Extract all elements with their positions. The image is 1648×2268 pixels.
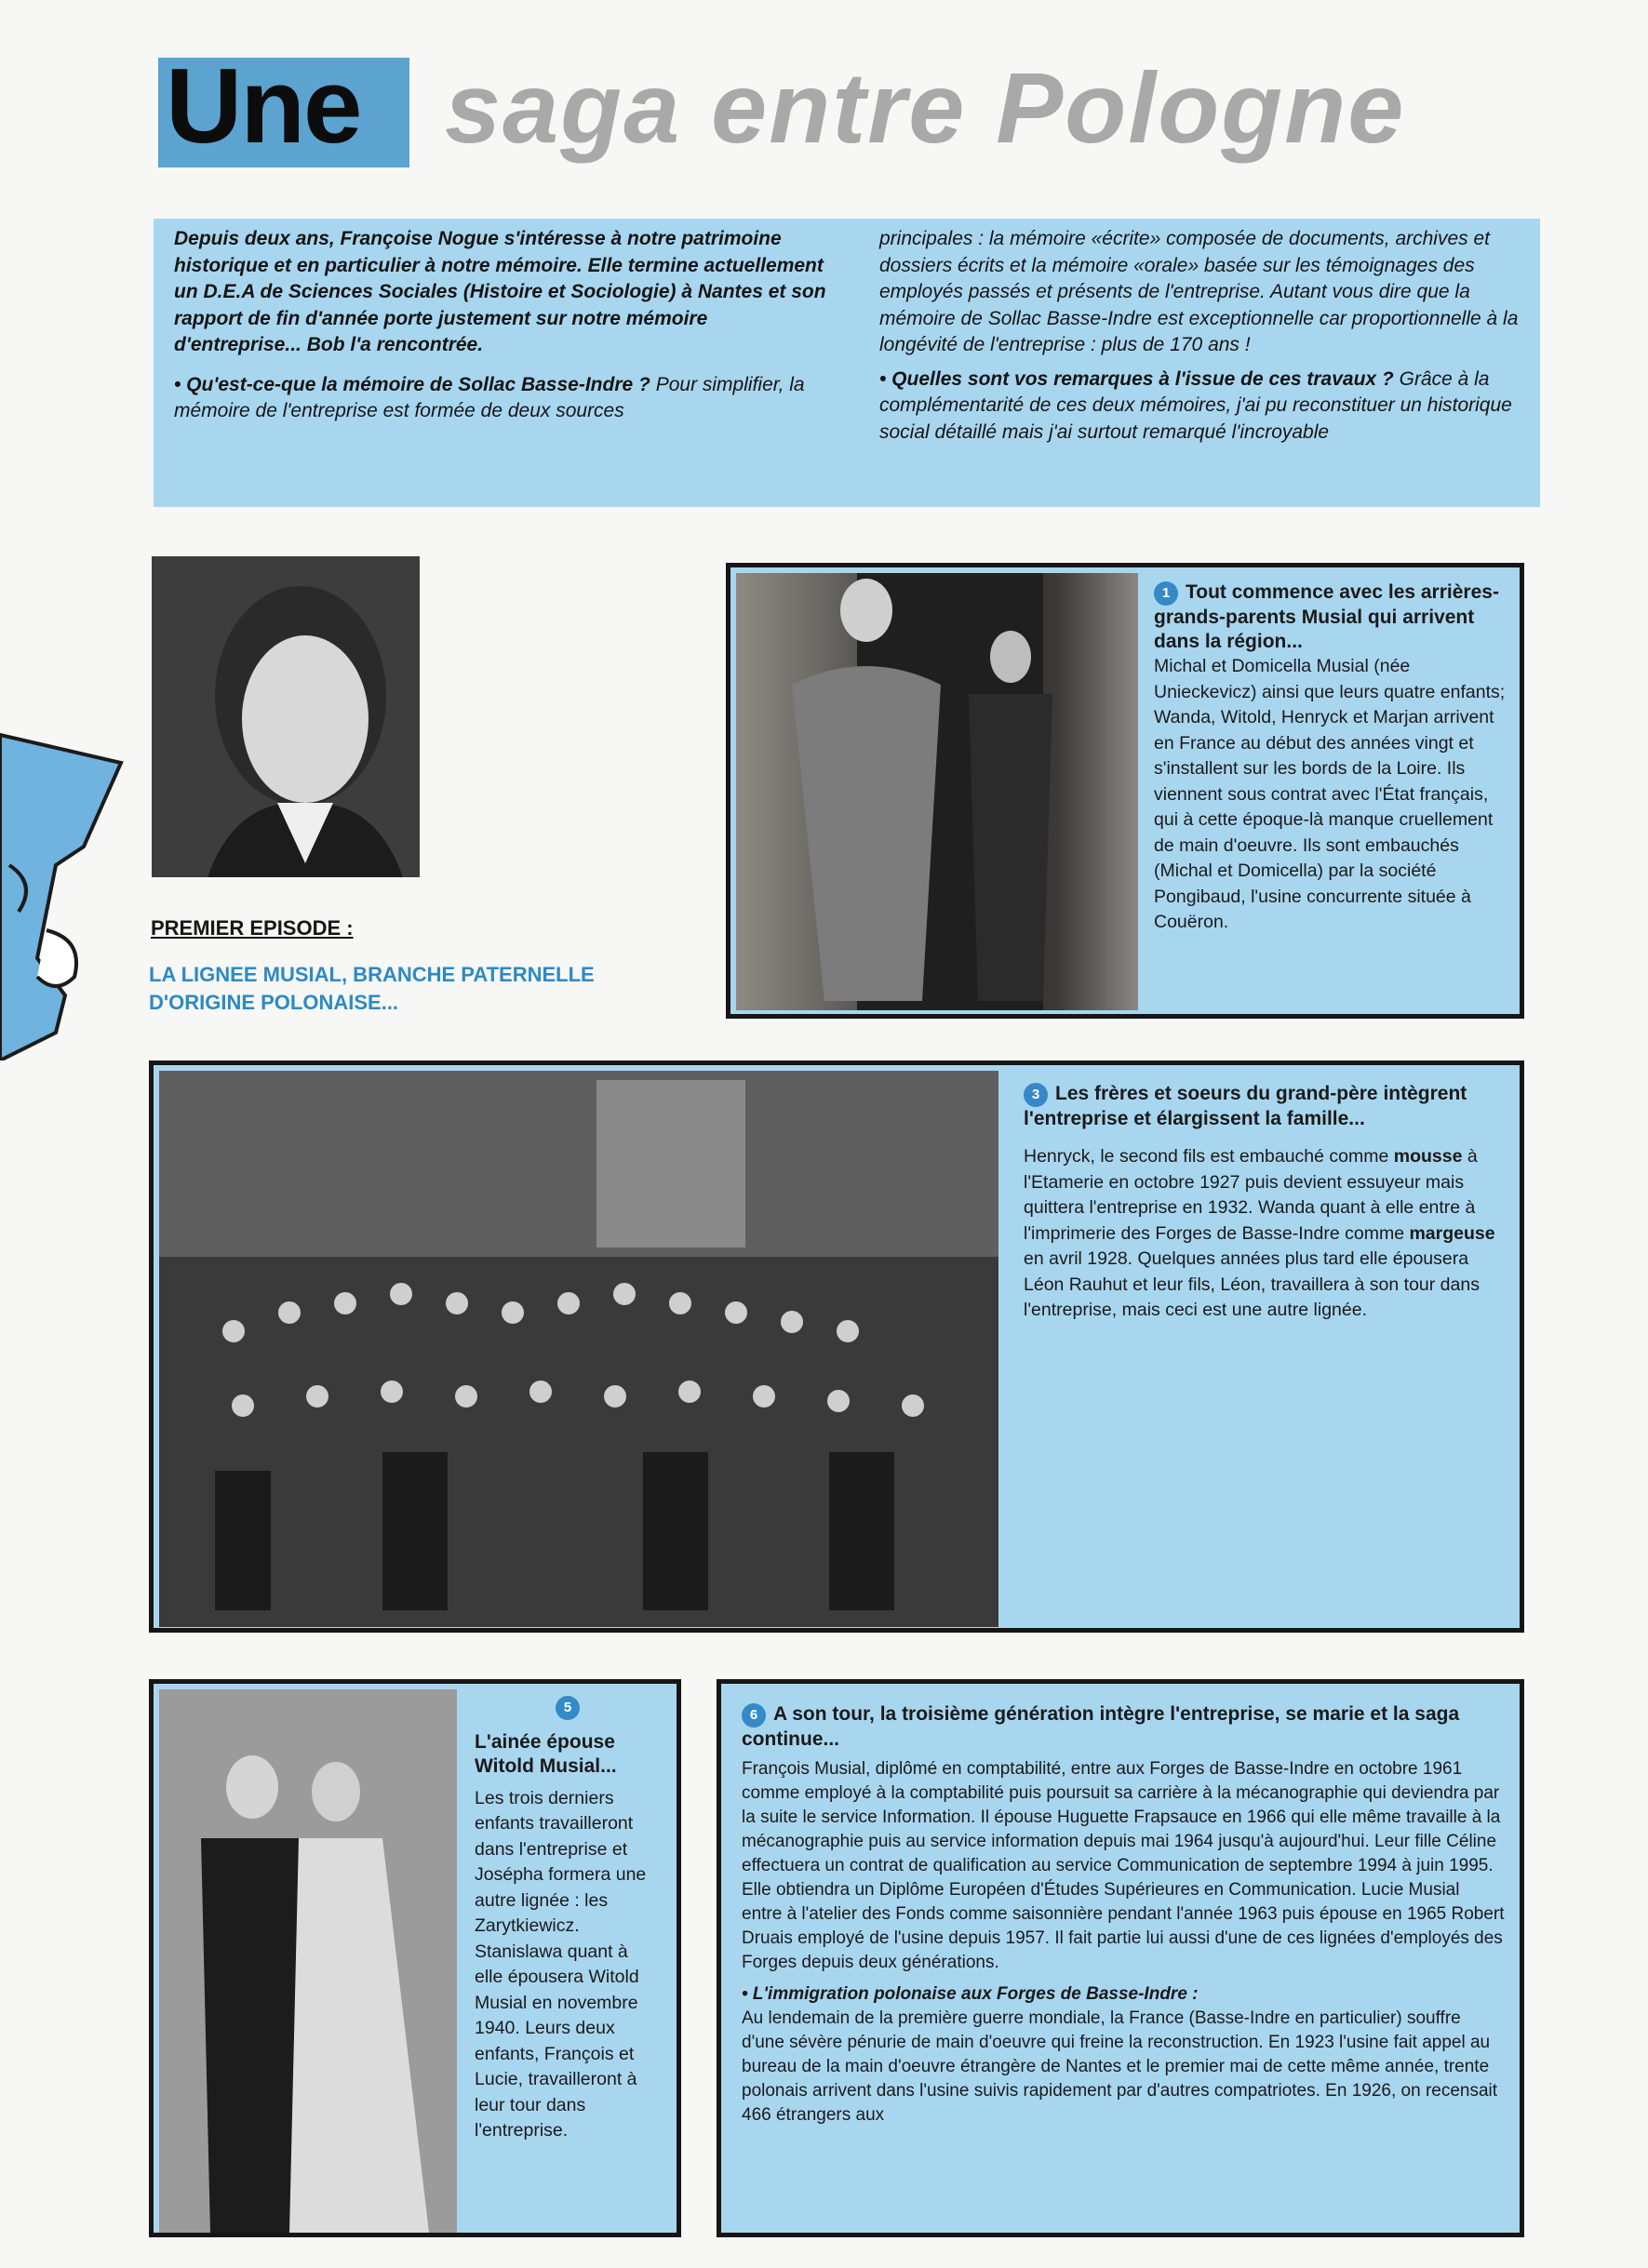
story-panel-1 — [726, 563, 1524, 1019]
panel-5-badge-row — [475, 1695, 661, 1721]
panel-6-text — [742, 1702, 1505, 2128]
intro-left-column — [174, 226, 835, 425]
intro-answer-1-cont: principales : la mémoire «écrite» composée de documents, archives et dossiers écrits et la mémoire «orale» basée sur les témoignages des employés passés et présents de l'entreprise. Autant vous dire que la mémoire de Sollac Basse-Indre est exceptionnelle car proportionnelle à la longévité de l'entreprise : plus de 170 ans ! — [879, 228, 1519, 355]
panel-6-subheading: • L'immigration polonaise aux Forges de Basse-Indre : — [742, 1984, 1199, 2004]
panel-3-body-part-1: Henryck, le second fils est embauché comme — [1024, 1146, 1394, 1167]
portrait-figure — [152, 556, 420, 877]
intro-lead: Depuis deux ans, Françoise Nogue s'intéresse à notre patrimoine historique et en particulier à notre mémoire. Elle termine actuellement un D.E.A de Sciences Sociales (Histoire et Sociologie) à Nantes et son rapport de fin d'année porte justement sur notre mémoire d'entreprise... Bob l'a rencontrée. — [174, 228, 826, 355]
panel-1-body: Michal et Domicella Musial (née Unieckevicz) ainsi que leurs quatre enfants; Wanda, Witold, Henryck et Marjan arrivent en France au début des années vingt et s'installent sur les bords de la Loire. Ils viennent sous contrat avec l'État français, qui à cette époque-là manque cruellement de main d'oeuvre. Ils sont embauchés (Michal et Domicella) par la société Pongibaud, l'usine concurrente située à Couëron. — [1154, 656, 1506, 932]
intro-right-column — [879, 226, 1540, 446]
story-panel-6 — [717, 1679, 1524, 2237]
panel-5-text — [475, 1695, 661, 2144]
panel-3-body — [1024, 1144, 1503, 1324]
panel-1-heading-text: Tout commence avec les arrières-grands-parents Musial qui arrivent dans la région... — [1154, 581, 1499, 652]
couple-doorway-figure — [736, 573, 1138, 1010]
couple-doorway-photo — [736, 573, 1138, 1010]
panel-3-bold-margeuse: margeuse — [1409, 1222, 1495, 1244]
page-title: saga entre Pologne — [445, 51, 1406, 164]
panel-5-heading: L'ainée épouse Witold Musial... — [475, 1730, 617, 1777]
panel-3-heading-text: Les frères et soeurs du grand-père intègrent l'entreprise et élargissent la famille... — [1024, 1083, 1467, 1129]
intro-q2-paragraph — [879, 367, 1540, 447]
episode-label: PREMIER EPISODE : — [151, 916, 354, 940]
group-photo — [159, 1071, 998, 1627]
portrait-photo — [152, 556, 420, 877]
panel-3-bold-mousse: mousse — [1393, 1146, 1463, 1167]
episode-subtitle: LA LIGNEE MUSIAL, BRANCHE PATERNELLE D'ORIGINE POLONAISE... — [149, 963, 595, 1014]
panel-6-heading — [742, 1702, 1505, 1752]
number-badge-1: 1 — [1154, 581, 1178, 606]
panel-6-subbody: Au lendemain de la première guerre mondiale, la France (Basse-Indre en particulier) souffre d'une sévère pénurie de main d'oeuvre qui freine la reconstruction. En 1923 l'usine fait appel au bureau de la main d'oeuvre étrangère de Nantes et le premier mai de cette même année, trente polonais arrivent dans l'usine suivis rapidement par d'autres compatriotes. En 1926, on recensait 466 étrangers aux — [742, 2008, 1498, 2125]
intro-box — [154, 219, 1540, 507]
number-badge-6: 6 — [742, 1703, 766, 1728]
wedding-photo — [159, 1689, 457, 2233]
number-badge-3: 3 — [1024, 1083, 1048, 1107]
mascot-illustration — [0, 726, 140, 1061]
panel-5-body: Les trois derniers enfants travailleront dans l'entreprise et Joséphа formera une autre lignée : les Zarytkiewicz. Stanislawa quant à elle épousera Witold Musial en novembre 1940. Leurs deux enfants, François et Lucie, travailleront à leur tour dans l'entreprise. — [475, 1787, 647, 2141]
panel-3-text — [1024, 1082, 1503, 1324]
intro-q1-paragraph — [174, 372, 835, 425]
panel-1-text — [1154, 580, 1512, 936]
story-panel-5 — [149, 1679, 681, 2237]
panel-6-body: François Musial, diplômé en comptabilité, entre aux Forges de Basse-Indre en octobre 1961 comme employé à la comptabilité puis poursuit sa carrière à la mécanographie qui deviendra par la suite le service Information. Il épouse Huguette Frapsauce en 1966 qui elle même travaille à la mécanographie puis au service information depuis mai 1964 jusqu'à aujourd'hui. Leur fille Céline effectuera un contrat de qualification au service Communication de septembre 1994 à juin 1995. Elle obtiendra un Diplôme Européen d'Études Supérieures en Communication. Lucie Musial entre à l'atelier des Fonds comme saisonnière pendant l'année 1963 puis épouse en 1965 Robert Druais employé de l'usine depuis 1957. Il fait partie lui aussi d'une de ces lignées d'employés des Forges depuis deux générations. — [742, 1759, 1505, 1972]
wedding-photo-figure — [159, 1689, 457, 2233]
intro-answer-2: Grâce à la complémentarité de ces deux mémoires, j'ai pu reconstituer un historique social détaillé mais j'ai surtout remarqué l'incroyable — [879, 367, 1512, 443]
panel-6-heading-text: A son tour, la troisième génération intègre l'entreprise, se marie et la saga continue... — [742, 1703, 1460, 1750]
panel-3-body-part-3: en avril 1928. Quelques années plus tard elle épousera Léon Rauhut et leur fils, Léon, travaillera à son tour dans l'entreprise, mais ceci est une autre lignée. — [1024, 1248, 1480, 1320]
panel-1-heading — [1154, 580, 1512, 654]
intro-question-1: • Qu'est-ce-que la mémoire de Sollac Basse-Indre ? — [174, 373, 650, 395]
number-badge-5: 5 — [556, 1696, 580, 1720]
panel-3-heading — [1024, 1082, 1503, 1131]
intro-question-2: • Quelles sont vos remarques à l'issue de ces travaux ? — [879, 367, 1394, 390]
group-photo-figure — [159, 1071, 998, 1627]
panel-3-body-part-2: à l'Etamerie en octobre 1927 puis devient essuyeur mais quittera l'entreprise en 1932. Wanda quant à elle entre à l'imprimerie des Forges de Basse-Indre comme — [1024, 1146, 1478, 1244]
story-panel-3 — [149, 1061, 1524, 1633]
intro-answer-1-start: Pour simplifier, la mémoire de l'entreprise est formée de deux sources — [174, 373, 805, 421]
title-une: Une — [166, 47, 361, 166]
